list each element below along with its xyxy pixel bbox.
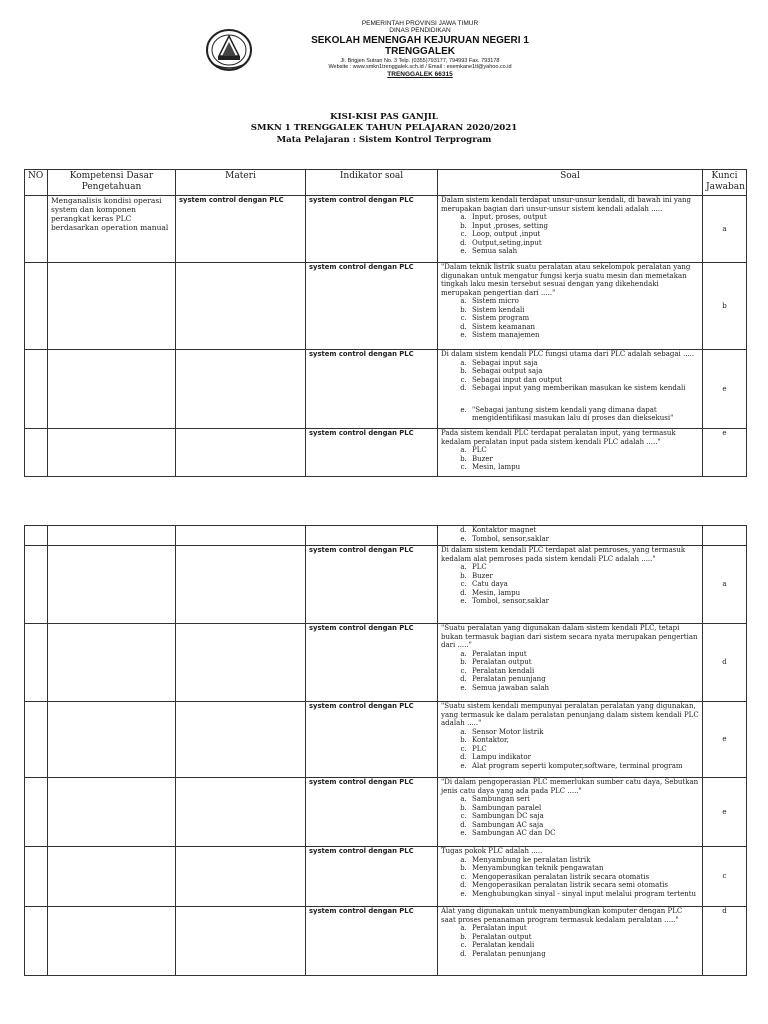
cell-kunci: a	[703, 196, 747, 263]
header-kunci: Kunci Jawaban	[703, 170, 747, 196]
cell-kompetensi	[48, 350, 176, 429]
table-row	[25, 847, 747, 907]
cell-indikator	[306, 526, 438, 546]
cell-soal	[438, 702, 703, 778]
question-stem: "Di dalam pengoperasian PLC memerlukan sumber catu daya, Sebutkan jenis catu daya yang ada pada PLC ....."	[441, 778, 699, 795]
option-item: d. Sebagai input yang memberikan masukan ke sistem kendali	[469, 384, 699, 393]
title-line: SMKN 1 TRENGGALEK TAHUN PELAJARAN 2020/2021	[250, 123, 518, 134]
option-list	[441, 856, 699, 899]
cell-soal	[438, 429, 703, 477]
question-stem: "Dalam teknik listrik suatu peralatan atau sekelompok peralatan yang digunakan untuk mengatur fungsi kerja suatu mesin dan memetakan tingkah laku mesin tersebut sesuai dengan yang dikehendaki merupakan pengertian dari ....."	[441, 263, 691, 297]
cell-indikator: system control dengan PLC	[306, 263, 438, 350]
option-spacer	[469, 393, 699, 406]
option-item: c. Loop, output ,input	[469, 230, 699, 239]
cell-kunci: d	[703, 907, 747, 976]
cell-indikator: system control dengan PLC	[306, 847, 438, 907]
school-city: TRENGGALEK	[385, 46, 455, 58]
option-item: a. Menyambung ke peralatan listrik	[469, 856, 699, 865]
option-item: d. Peralatan penunjang	[469, 675, 699, 684]
option-item: a. Peralatan input	[469, 924, 699, 933]
school-emblem-logo	[205, 26, 253, 74]
option-item: b. Menyambungkan teknik pengawatan	[469, 864, 699, 873]
cell-kunci: d	[703, 624, 747, 702]
option-item: e. Alat program seperti komputer,software, terminal program	[469, 762, 699, 771]
option-item: a. Sebagai input saja	[469, 359, 699, 368]
cell-kunci: e	[703, 702, 747, 778]
table-row	[25, 263, 747, 350]
cell-indikator: system control dengan PLC	[306, 350, 438, 429]
option-item: c. Mengoperasikan peralatan listrik secara otomatis	[469, 873, 699, 882]
option-item: e. Sambungan AC dan DC	[469, 829, 699, 838]
letterhead-website: Website : www.smkn1trenggalek.sch.id / Email : esemkane1tl@yahoo.co.id	[328, 64, 512, 71]
cell-kunci: e	[703, 429, 747, 477]
title-line: Mata Pelajaran : Sistem Kontrol Terprogram	[276, 134, 492, 145]
question-stem: Alat yang digunakan untuk menyambungkan komputer dengan PLC saat proses penanaman program termasuk kedalam peralatan ....."	[441, 907, 683, 924]
option-item: b. Peralatan output	[469, 658, 699, 667]
option-item: e. Tombol, sensor,saklar	[469, 535, 699, 544]
option-item: c. Sistem program	[469, 314, 699, 323]
cell-soal	[438, 847, 703, 907]
letterhead-line: DINAS PENDIDIKAN	[389, 27, 451, 35]
option-item: b. Input ,proses, setting	[469, 222, 699, 231]
cell-materi	[176, 847, 306, 907]
cell-kompetensi	[48, 907, 176, 976]
option-item: b. Sistem kendali	[469, 306, 699, 315]
cell-soal	[438, 526, 703, 546]
cell-no	[25, 526, 48, 546]
table-row	[25, 546, 747, 624]
option-item: e. Semua jawaban salah	[469, 684, 699, 693]
kisi-kisi-table-page-2	[24, 525, 747, 976]
cell-kunci: b	[703, 263, 747, 350]
cell-kompetensi	[48, 546, 176, 624]
letterhead	[270, 20, 570, 78]
cell-indikator: system control dengan PLC	[306, 778, 438, 847]
table-row	[25, 778, 747, 847]
cell-materi	[176, 778, 306, 847]
table-row	[25, 429, 747, 477]
cell-kompetensi	[48, 778, 176, 847]
cell-no	[25, 546, 48, 624]
option-list	[441, 728, 699, 771]
cell-materi	[176, 624, 306, 702]
option-item: d. Sistem keamanan	[469, 323, 699, 332]
cell-materi	[176, 546, 306, 624]
cell-kunci	[703, 526, 747, 546]
cell-materi	[176, 350, 306, 429]
letterhead-line: PEMERINTAH PROVINSI JAWA TIMUR	[361, 20, 479, 27]
cell-kompetensi	[48, 847, 176, 907]
question-stem: Di dalam sistem kendali PLC terdapat alat pemroses, yang termasuk kedalam alat pemroses pada sistem kendali PLC adalah ....."	[441, 546, 686, 563]
option-list	[441, 650, 699, 693]
cell-kunci: e	[703, 350, 747, 429]
option-item: a. PLC	[469, 446, 699, 455]
school-name: SEKOLAH MENENGAH KEJURUAN NEGERI 1	[311, 34, 529, 46]
option-item: b. Kontaktor,	[469, 736, 699, 745]
option-item: d. Kontaktor magnet	[469, 526, 699, 535]
kisi-kisi-table-page-1	[24, 169, 747, 477]
option-item: a. Input, proses, output	[469, 213, 699, 222]
cell-soal	[438, 350, 703, 429]
option-item: e. Menghubungkan sinyal - sinyal input melalui program tertentu	[469, 890, 699, 899]
cell-materi	[176, 526, 306, 546]
option-item: b. Sambungan paralel	[469, 804, 699, 813]
option-item: c. Peralatan kendali	[469, 941, 699, 950]
cell-no	[25, 196, 48, 263]
option-item: a. Peralatan input	[469, 650, 699, 659]
option-list	[441, 359, 699, 423]
table-header-row	[25, 170, 747, 196]
option-item: d. Mengoperasikan peralatan listrik secara semi otomatis	[469, 881, 699, 890]
option-item: c. Peralatan kendali	[469, 667, 699, 676]
cell-kunci: e	[703, 778, 747, 847]
cell-kunci: a	[703, 546, 747, 624]
header-kompetensi: Kompetensi Dasar Pengetahuan	[48, 170, 176, 196]
cell-soal	[438, 263, 703, 350]
option-item: a. PLC	[469, 563, 699, 572]
option-list	[441, 297, 699, 340]
option-item: e. Semua salah	[469, 247, 699, 256]
cell-kompetensi	[48, 702, 176, 778]
question-stem: Dalam sistem kendali terdapat unsur-unsur kendali, di bawah ini yang merupakan bagian dari unsur-unsur sistem kendali adalah .....	[441, 196, 692, 213]
table-row	[25, 526, 747, 546]
table-row	[25, 702, 747, 778]
cell-no	[25, 263, 48, 350]
question-stem: "Suatu sistem kendali mempunyai peralatan peralatan yang digunakan, yang termasuk ke dalam peralatan penunjang dalam sistem kendali PLC adalah ....."	[441, 702, 699, 728]
cell-no	[25, 624, 48, 702]
option-item: c. Catu daya	[469, 580, 699, 589]
cell-no	[25, 429, 48, 477]
option-item: e. "Sebagai jantung sistem kendali yang dimana dapat mengidentifikasi masukan lalu di proses dan dieksekusi"	[469, 406, 699, 423]
option-item: e. Tombol, sensor,saklar	[469, 597, 699, 606]
option-item: b. Peralatan output	[469, 933, 699, 942]
option-item: b. Sebagai output saja	[469, 367, 699, 376]
option-item: a. Sensor Motor listrik	[469, 728, 699, 737]
letterhead-address: Jl. Brigjen Sutran No. 3 Telp. (0355)793177, 794993 Fax. 793178	[340, 57, 500, 64]
option-item: e. Sistem manajemen	[469, 331, 699, 340]
cell-kompetensi: Menganalisis kondisi operasi system dan komponen perangkat keras PLC berdasarkan operation manual	[48, 196, 176, 263]
cell-kompetensi	[48, 526, 176, 546]
cell-kompetensi	[48, 263, 176, 350]
cell-soal	[438, 196, 703, 263]
cell-materi	[176, 702, 306, 778]
option-item: d. Output,seting,input	[469, 239, 699, 248]
cell-materi	[176, 263, 306, 350]
option-item: c. Sebagai input dan output	[469, 376, 699, 385]
cell-kompetensi	[48, 429, 176, 477]
cell-soal	[438, 907, 703, 976]
table-row	[25, 350, 747, 429]
cell-materi	[176, 907, 306, 976]
cell-materi: system control dengan PLC	[176, 196, 306, 263]
option-item: c. PLC	[469, 745, 699, 754]
question-stem: Tugas pokok PLC adalah .....	[441, 847, 543, 855]
question-stem: Di dalam sistem kendali PLC fungsi utama dari PLC adalah sebagai .....	[441, 350, 695, 358]
table-row	[25, 196, 747, 263]
option-list	[441, 526, 699, 543]
cell-no	[25, 847, 48, 907]
option-item: a. Sistem micro	[469, 297, 699, 306]
cell-no	[25, 350, 48, 429]
cell-indikator: system control dengan PLC	[306, 907, 438, 976]
option-item: a. Sambungan seri	[469, 795, 699, 804]
cell-no	[25, 907, 48, 976]
cell-indikator: system control dengan PLC	[306, 624, 438, 702]
option-item: d. Mesin, lampu	[469, 589, 699, 598]
cell-soal	[438, 546, 703, 624]
cell-soal	[438, 624, 703, 702]
table-row	[25, 907, 747, 976]
header-materi: Materi	[176, 170, 306, 196]
cell-materi	[176, 429, 306, 477]
cell-indikator: system control dengan PLC	[306, 196, 438, 263]
question-stem: Pada sistem kendali PLC terdapat peralatan input, yang termasuk kedalam peralatan input pada sistem kendali PLC adalah ....."	[441, 429, 676, 446]
option-item: d. Lampu indikator	[469, 753, 699, 762]
option-list	[441, 446, 699, 472]
cell-kompetensi	[48, 624, 176, 702]
option-list	[441, 213, 699, 256]
option-item: b. Buzer	[469, 572, 699, 581]
option-item: c. Mesin, lampu	[469, 463, 699, 472]
option-list	[441, 924, 699, 958]
header-soal: Soal	[438, 170, 703, 196]
cell-no	[25, 702, 48, 778]
option-item: b. Buzer	[469, 455, 699, 464]
option-list	[441, 563, 699, 606]
title-line: KISI-KISI PAS GANJIL	[330, 112, 438, 122]
header-no: NO	[25, 170, 48, 196]
option-item: c. Sambungan DC saja	[469, 812, 699, 821]
header-indikator: Indikator soal	[306, 170, 438, 196]
cell-indikator: system control dengan PLC	[306, 546, 438, 624]
cell-kunci: c	[703, 847, 747, 907]
cell-soal	[438, 778, 703, 847]
cell-indikator: system control dengan PLC	[306, 702, 438, 778]
option-item: d. Peralatan penunjang	[469, 950, 699, 959]
letterhead-postal: TRENGGALEK 66315	[387, 70, 453, 78]
cell-no	[25, 778, 48, 847]
cell-indikator: system control dengan PLC	[306, 429, 438, 477]
option-item: d. Sambungan AC saja	[469, 821, 699, 830]
question-stem: "Suatu peralatan yang digunakan dalam sistem kendali PLC, tetapi bukan termasuk bagian dari sistem secara nyata merupakan pengertian dari ....."	[441, 624, 698, 650]
option-list	[441, 795, 699, 838]
table-row	[25, 624, 747, 702]
document-title	[0, 112, 768, 146]
